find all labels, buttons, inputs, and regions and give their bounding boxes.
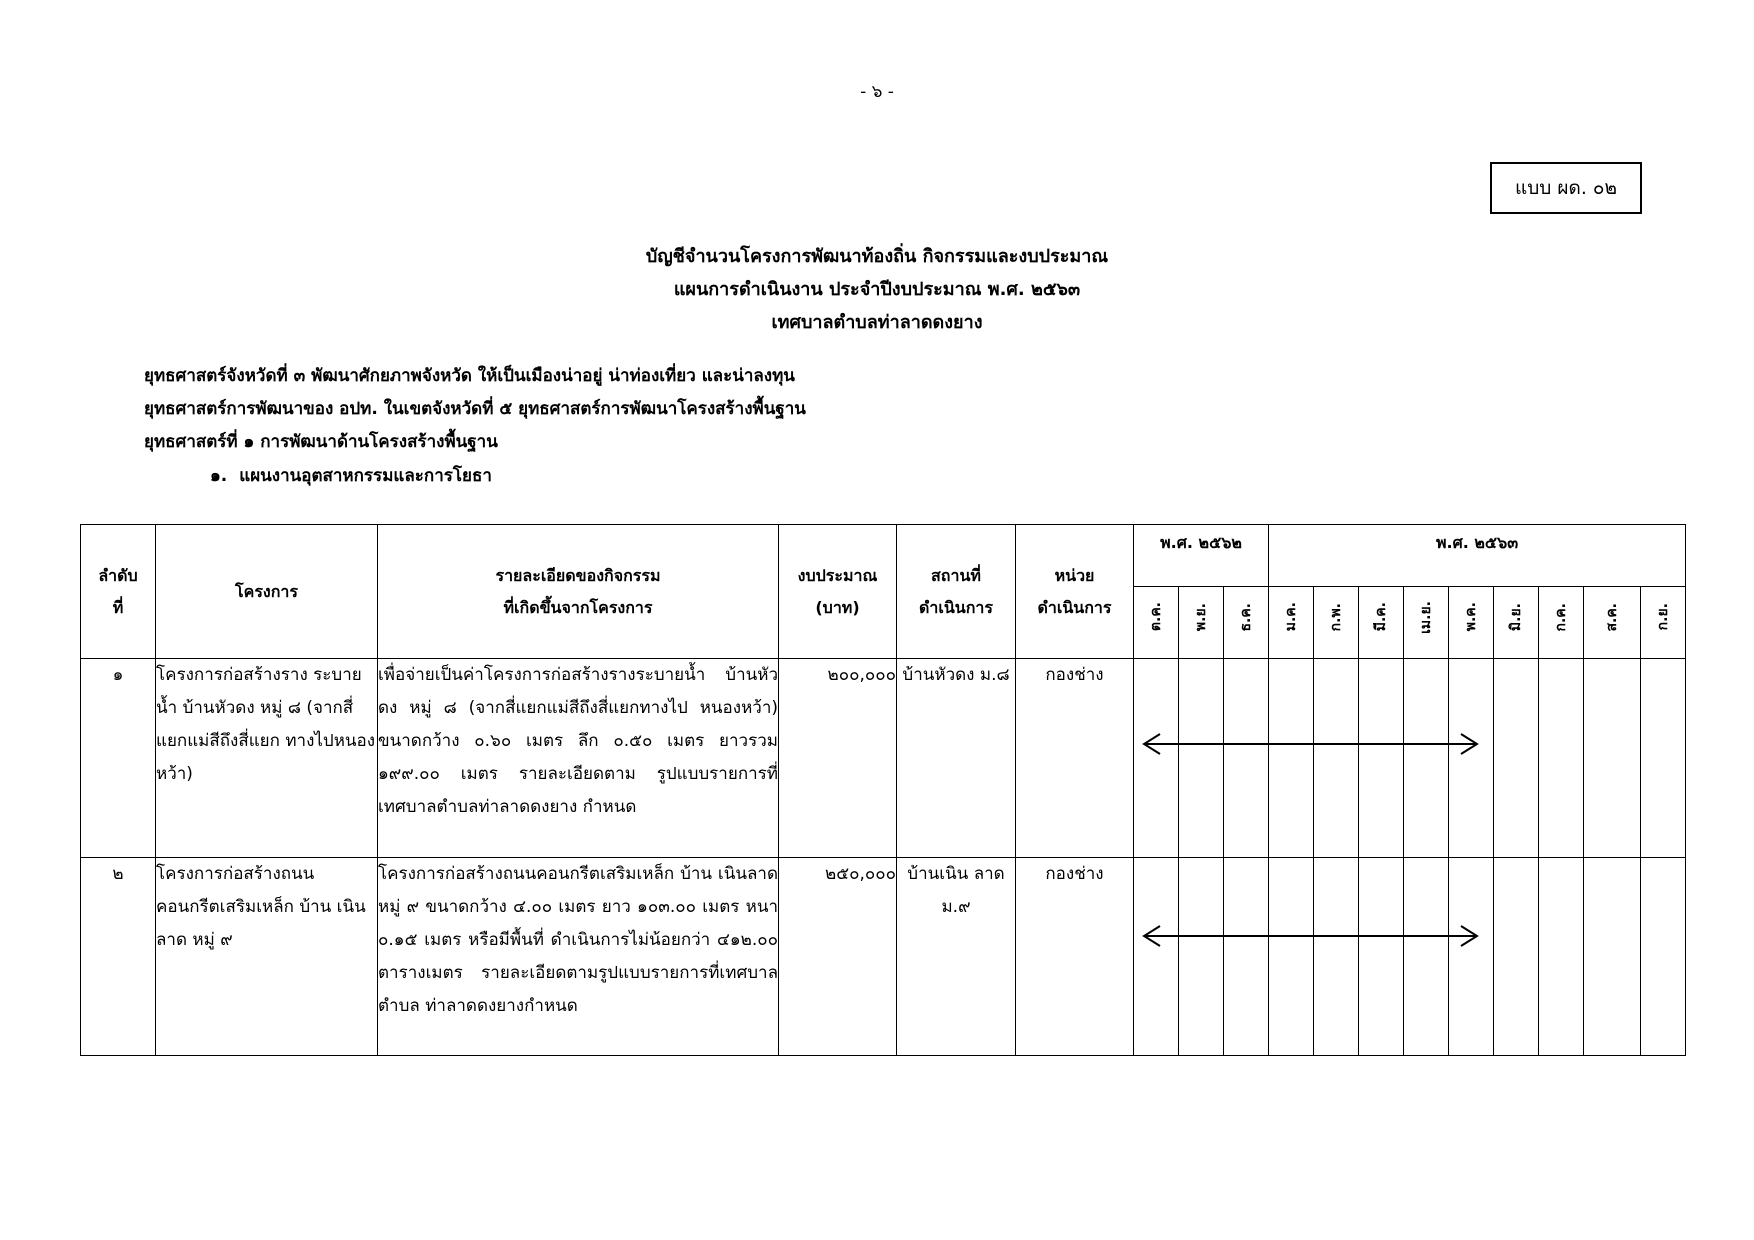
- project-table: [80, 524, 1686, 1056]
- header-no-line2: ที่: [112, 597, 124, 617]
- month-mar-label: มี.ค.: [1373, 602, 1390, 632]
- form-code-box: [1490, 162, 1642, 214]
- header-detail-line2: ที่เกิดขึ้นจากโครงการ: [503, 597, 653, 617]
- month-dec-label: ธ.ค.: [1238, 602, 1254, 632]
- timeline-cell: [1404, 659, 1449, 858]
- timeline-cell: [1584, 858, 1641, 1056]
- timeline-cell: [1134, 659, 1179, 858]
- header-location: [897, 525, 1016, 659]
- timeline-cell: [1449, 659, 1494, 858]
- month-mar: [1359, 587, 1404, 659]
- timeline-cell: [1224, 858, 1269, 1056]
- header-detail-line1: รายละเอียดของกิจกรรม: [495, 565, 661, 585]
- form-code: แบบ ผด. ๐๒: [1514, 177, 1618, 199]
- title-line-1: บัญชีจำนวนโครงการพัฒนาท้องถิ่น กิจกรรมและงบประมาณ: [645, 246, 1109, 267]
- month-aug: [1584, 587, 1641, 659]
- header-unit: [1016, 525, 1134, 659]
- plan-heading: [210, 462, 504, 489]
- row-no: ๑: [81, 659, 156, 858]
- header-budget-line1: งบประมาณ: [797, 565, 878, 585]
- header-year-2562: พ.ศ. ๒๕๖๒: [1134, 525, 1269, 587]
- timeline-cell: [1449, 858, 1494, 1056]
- timeline-cell: [1314, 858, 1359, 1056]
- header-unit-line2: ดำเนินการ: [1037, 597, 1112, 617]
- header-location-line1: สถานที่: [931, 565, 981, 585]
- row-budget: ๒๕๐,๐๐๐: [779, 858, 897, 1056]
- month-apr-label: เม.ย.: [1418, 600, 1435, 634]
- row-project: โครงการก่อสร้างราง ระบายน้ำ บ้านหัวดง หมู่ ๘ (จากสี่แยกแม่สีถึงสี่แยก ทางไปหนองหว้า): [156, 659, 378, 858]
- timeline-cell: [1494, 659, 1539, 858]
- header-year-2563: พ.ศ. ๒๕๖๓: [1269, 525, 1686, 587]
- document-titles: [0, 240, 1754, 339]
- timeline-cell: [1224, 659, 1269, 858]
- timeline-cell: [1269, 659, 1314, 858]
- timeline-cell: [1494, 858, 1539, 1056]
- month-jan: [1269, 587, 1314, 659]
- row-project: โครงการก่อสร้างถนน คอนกรีตเสริมเหล็ก บ้าน เนินลาด หมู่ ๙: [156, 858, 378, 1056]
- month-jul-label: ก.ค.: [1553, 602, 1570, 632]
- month-jun: [1494, 587, 1539, 659]
- timeline-cell: [1314, 659, 1359, 858]
- month-oct: [1134, 587, 1179, 659]
- header-no-line1: ลำดับ: [98, 565, 138, 585]
- row-unit: กองช่าง: [1016, 659, 1134, 858]
- timeline-cell: [1359, 659, 1404, 858]
- row-location: บ้านหัวดง ม.๘: [897, 659, 1016, 858]
- timeline-cell: [1641, 858, 1686, 1056]
- timeline-cell: [1359, 858, 1404, 1056]
- month-jun-label: มิ.ย.: [1508, 602, 1525, 632]
- timeline-cell: [1584, 659, 1641, 858]
- row-detail: โครงการก่อสร้างถนนคอนกรีตเสริมเหล็ก บ้าน เนินลาด หมู่ ๙ ขนาดกว้าง ๔.๐๐ เมตร ยาว ๑๐๓.๐๐ เมตร หนา ๐.๑๕ เมตร หรือมีพื้นที่ ดำเนินการไม่น้อยกว่า ๔๑๒.๐๐ ตารางเมตร รายละเอียดตามรูปแบบรายการที่เทศบาลตำบล ท่าลาดดงยางกำหนด: [378, 858, 779, 1056]
- month-feb-label: ก.พ.: [1328, 602, 1345, 632]
- timeline-cell: [1539, 858, 1584, 1056]
- month-jan-label: ม.ค.: [1283, 602, 1300, 632]
- timeline-cell: [1539, 659, 1584, 858]
- table-row: [81, 858, 1686, 1056]
- month-feb: [1314, 587, 1359, 659]
- month-oct-label: ต.ค.: [1148, 602, 1164, 632]
- strategy-number: ยุทธศาสตร์ที่ ๑ การพัฒนาด้านโครงสร้างพื้นฐาน: [144, 432, 498, 452]
- header-location-line2: ดำเนินการ: [919, 597, 993, 617]
- month-may-label: พ.ค.: [1463, 602, 1480, 632]
- month-sep-label: ก.ย.: [1655, 603, 1672, 631]
- strategy-province: ยุทธศาสตร์จังหวัดที่ ๓ พัฒนาศักยภาพจังหวัด ให้เป็นเมืองน่าอยู่ น่าท่องเที่ยว และน่าลงทุน: [144, 366, 795, 386]
- month-nov: [1179, 587, 1224, 659]
- plan-number: ๑.: [210, 466, 228, 486]
- row-location: บ้านเนิน ลาด ม.๙: [897, 858, 1016, 1056]
- month-apr: [1404, 587, 1449, 659]
- header-no: [81, 525, 156, 659]
- title-line-3: เทศบาลตำบลท่าลาดดงยาง: [771, 312, 983, 333]
- table-row: [81, 659, 1686, 858]
- month-aug-label: ส.ค.: [1604, 602, 1621, 632]
- month-jul: [1539, 587, 1584, 659]
- row-unit: กองช่าง: [1016, 858, 1134, 1056]
- row-budget: ๒๐๐,๐๐๐: [779, 659, 897, 858]
- timeline-cell: [1179, 659, 1224, 858]
- header-budget-line2: (บาท): [815, 597, 860, 617]
- month-sep: [1641, 587, 1686, 659]
- timeline-cell: [1269, 858, 1314, 1056]
- page-number: - ๖ -: [860, 82, 894, 102]
- title-line-2: แผนการดำเนินงาน ประจำปีงบประมาณ พ.ศ. ๒๕๖๓: [673, 279, 1081, 300]
- header-project-label: โครงการ: [235, 581, 298, 601]
- month-dec: [1224, 587, 1269, 659]
- timeline-cell: [1404, 858, 1449, 1056]
- row-no: ๒: [81, 858, 156, 1056]
- month-may: [1449, 587, 1494, 659]
- plan-name: แผนงานอุตสาหกรรมและการโยธา: [239, 466, 492, 486]
- header-detail: [378, 525, 779, 659]
- timeline-cell: [1134, 858, 1179, 1056]
- month-nov-label: พ.ย.: [1193, 602, 1209, 632]
- header-budget: [779, 525, 897, 659]
- timeline-cell: [1179, 858, 1224, 1056]
- header-unit-line1: หน่วย: [1054, 565, 1095, 585]
- strategy-local-org: ยุทธศาสตร์การพัฒนาของ อปท. ในเขตจังหวัดที่ ๕ ยุทธศาสตร์การพัฒนาโครงสร้างพื้นฐาน: [144, 399, 806, 419]
- timeline-cell: [1641, 659, 1686, 858]
- row-detail: เพื่อจ่ายเป็นค่าโครงการก่อสร้างรางระบายน้ำ บ้านหัวดง หมู่ ๘ (จากสี่แยกแม่สีถึงสี่แยกทางไป หนองหว้า) ขนาดกว้าง ๐.๖๐ เมตร ลึก ๐.๕๐ เมตร ยาวรวม ๑๙๙.๐๐ เมตร รายละเอียดตาม รูปแบบรายการที่เทศบาลตำบลท่าลาดดงยาง กำหนด: [378, 659, 779, 858]
- strategy-block: [144, 360, 806, 459]
- header-project: [156, 525, 378, 659]
